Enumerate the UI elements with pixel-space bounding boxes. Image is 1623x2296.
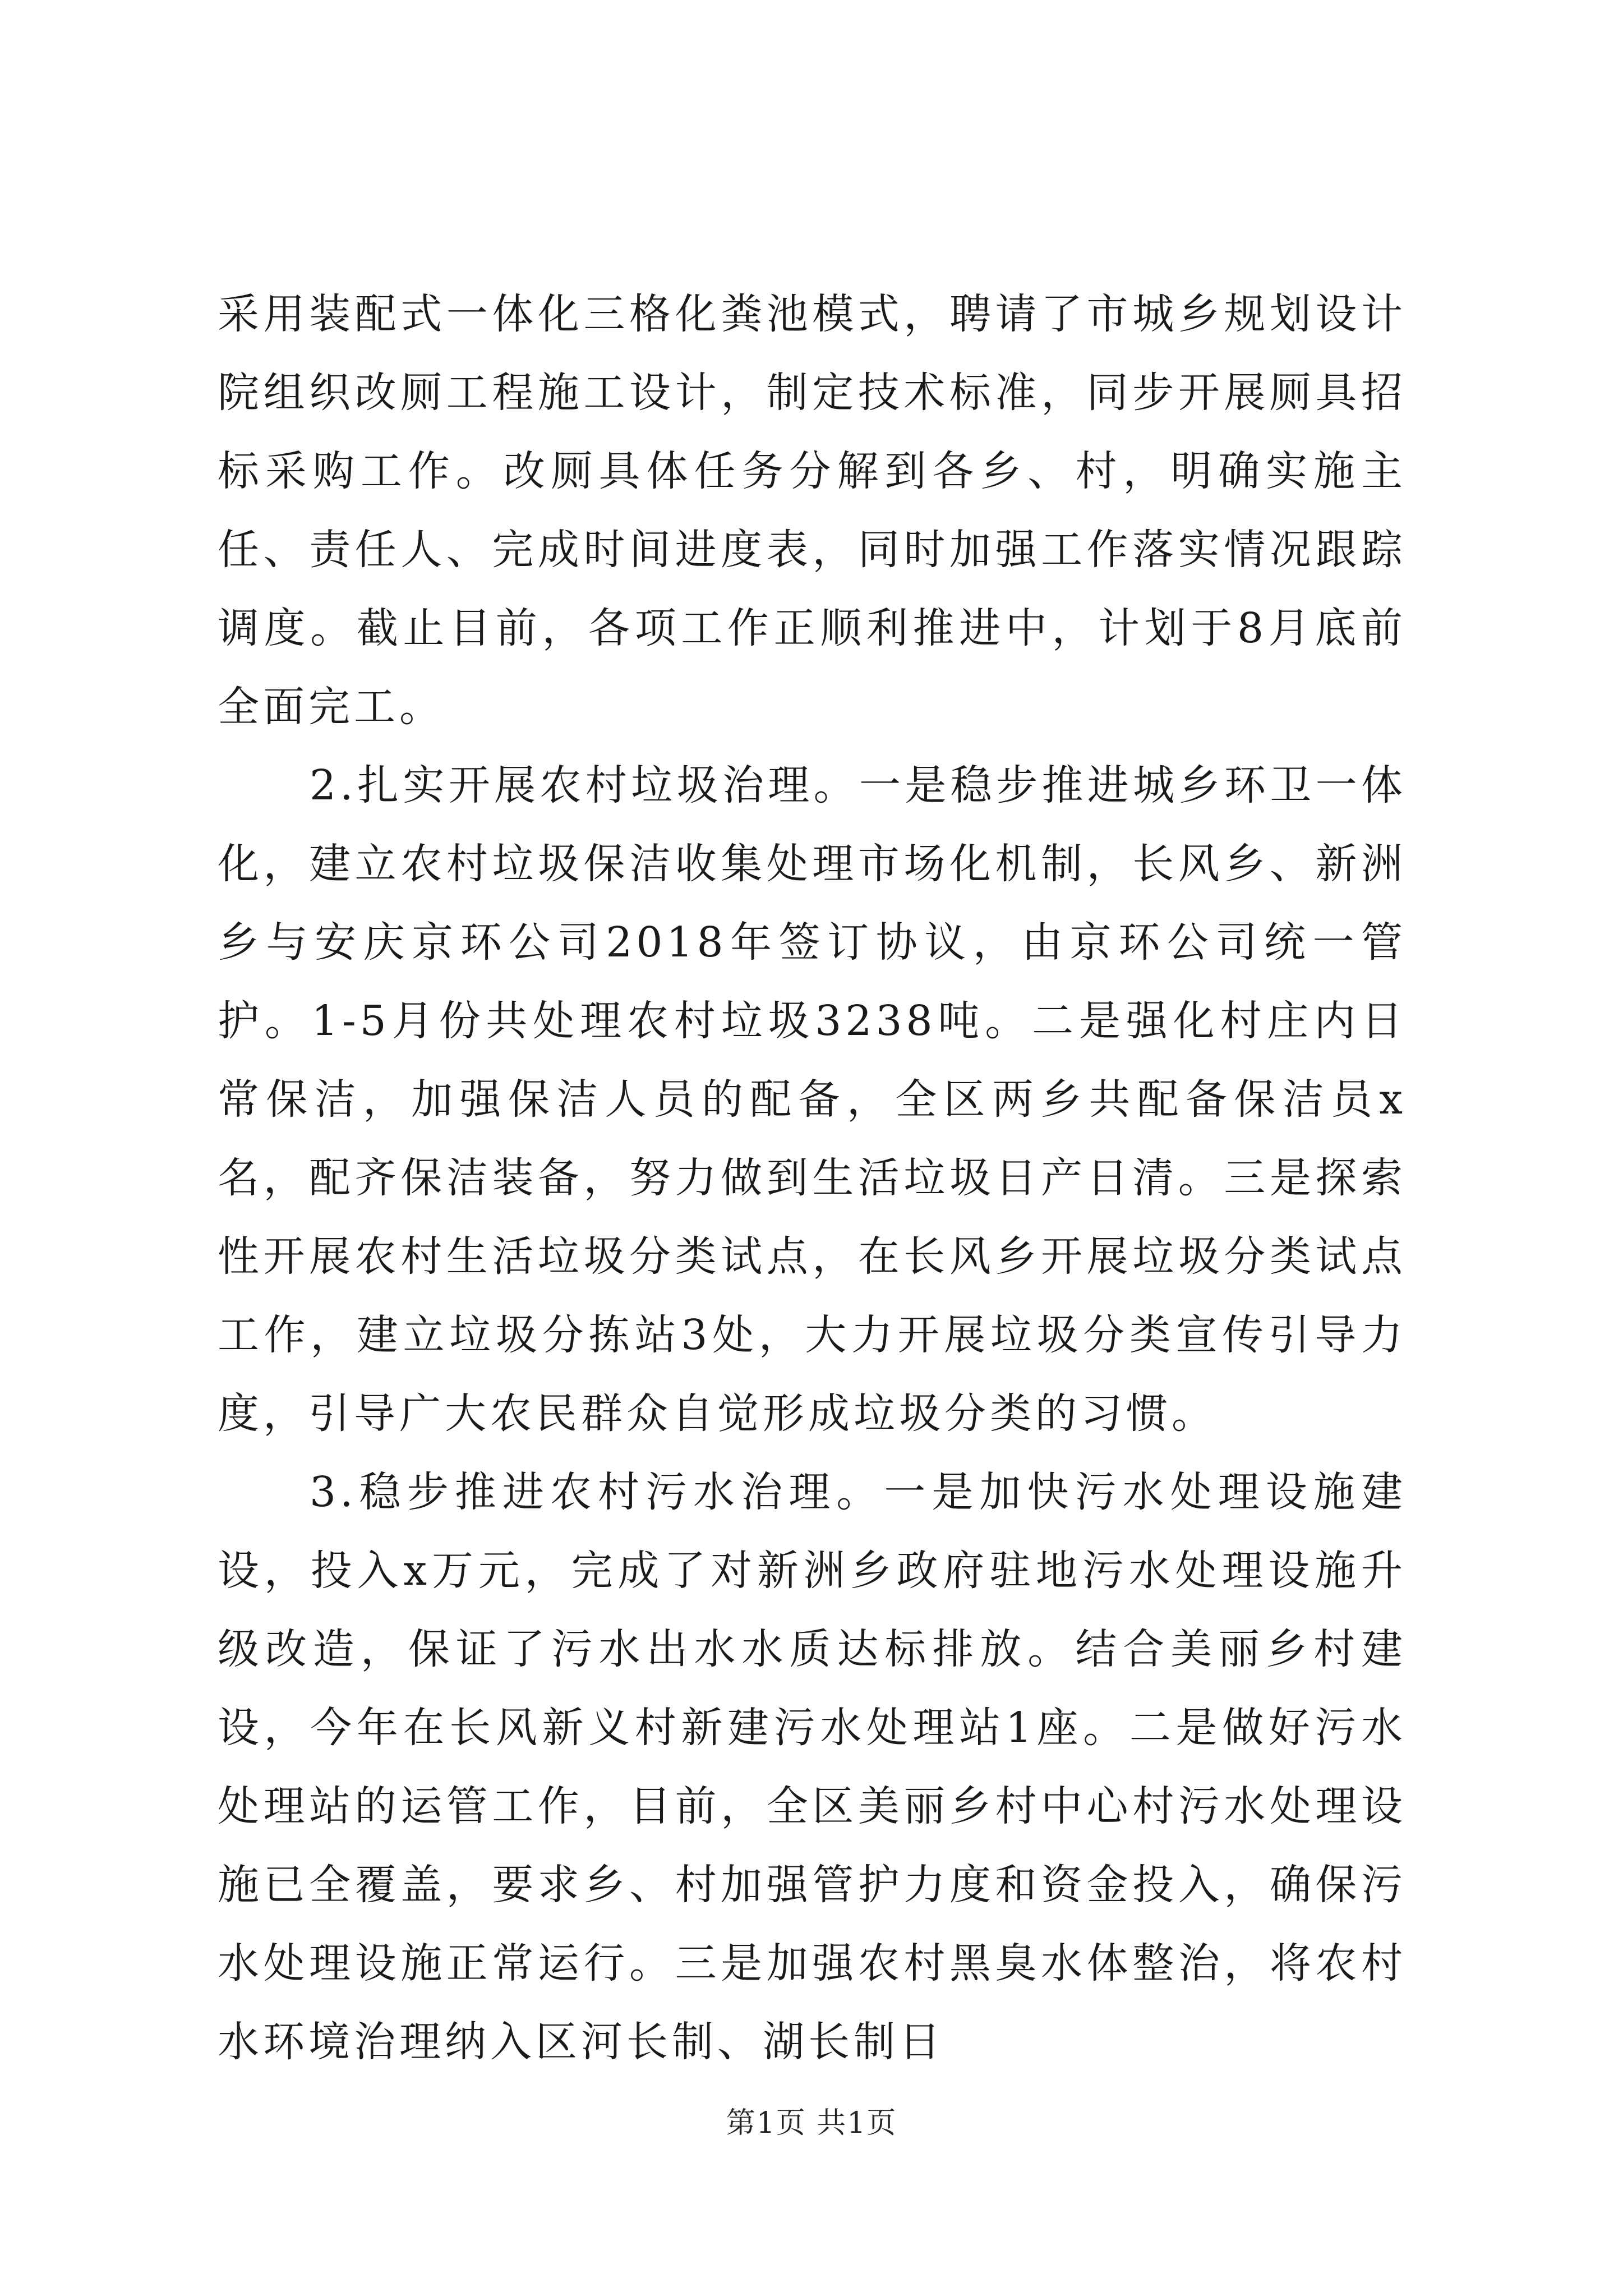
document-body xyxy=(218,275,1407,2081)
paragraph-rural-garbage: 2.扎实开展农村垃圾治理。一是稳步推进城乡环卫一体化，建立农村垃圾保洁收集处理市场化机制，长风乡、新洲乡与安庆京环公司2018年签订协议，由京环公司统一管护。1-5月份共处理农村垃圾3238吨。二是强化村庄内日常保洁，加强保洁人员的配备，全区两乡共配备保洁员x名，配齐保洁装备，努力做到生活垃圾日产日清。三是探索性开展农村生活垃圾分类试点，在长风乡开展垃圾分类试点工作，建立垃圾分拣站3处，大力开展垃圾分类宣传引导力度，引导广大农民群众自觉形成垃圾分类的习惯。 xyxy=(218,761,1407,1438)
page-footer: 第1页 共1页 xyxy=(726,2106,897,2140)
paragraph-rural-sewage: 3.稳步推进农村污水治理。一是加快污水处理设施建设，投入x万元，完成了对新洲乡政府驻地污水处理设施升级改造，保证了污水出水水质达标排放。结合美丽乡村建设，今年在长风新义村新建污水处理站1座。二是做好污水处理站的运管工作，目前，全区美丽乡村中心村污水处理设施已全覆盖，要求乡、村加强管护力度和资金投入，确保污水处理设施正常运行。三是加强农村黑臭水体整治，将农村水环境治理纳入区河长制、湖长制日 xyxy=(218,1468,1407,2066)
paragraph-continuation: 采用装配式一体化三格化粪池模式，聘请了市城乡规划设计院组织改厕工程施工设计，制定技术标准，同步开展厕具招标采购工作。改厕具体任务分解到各乡、村，明确实施主任、责任人、完成时间进度表，同时加强工作落实情况跟踪调度。截止目前，各项工作正顺利推进中，计划于8月底前全面完工。 xyxy=(218,290,1407,731)
